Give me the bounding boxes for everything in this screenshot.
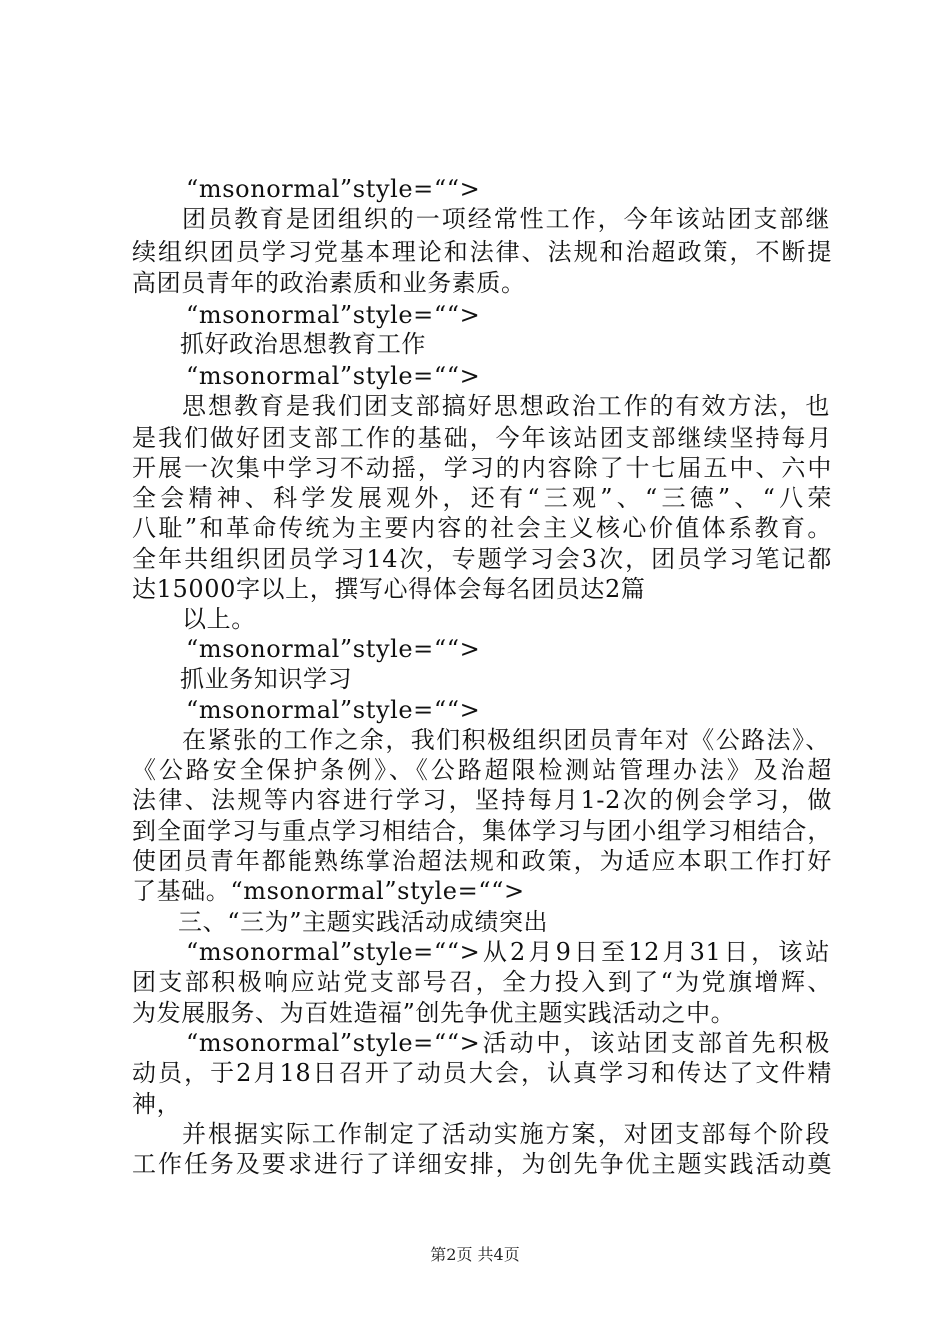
text-line: 全年共组织团员学习14次，专题学习会3次，团员学习笔记都 [132, 545, 832, 573]
text-line: 使团员青年都能熟练掌治超法规和政策，为适应本职工作打好 [132, 847, 832, 875]
text-line: 以上。 [182, 605, 256, 633]
text-line: 八耻”和革命传统为主要内容的社会主义核心价值体系教育。 [132, 514, 832, 542]
text-line: “msonormal”style=““>从2月9日至12月31日，该站 [186, 938, 830, 966]
text-line: 思想教育是我们团支部搞好思想政治工作的有效方法，也 [182, 392, 830, 420]
text-line: “msonormal”style=““> [186, 301, 481, 329]
text-line: 了基础。“msonormal”style=““> [132, 877, 525, 905]
text-line: 法律、法规等内容进行学习，坚持每月1-2次的例会学习，做 [132, 786, 832, 814]
text-line: 在紧张的工作之余，我们积极组织团员青年对《公路法》、 [182, 726, 830, 754]
text-line: 工作任务及要求进行了详细安排，为创先争优主题实践活动奠 [132, 1150, 832, 1178]
text-line: 为发展服务、为百姓造福”创先争优主题实践活动之中。 [132, 999, 736, 1027]
text-line: 团支部积极响应站党支部号召，全力投入到了“为党旗增辉、 [132, 968, 832, 996]
text-line: 《公路安全保护条例》、《公路超限检测站管理办法》及治超 [132, 756, 832, 784]
text-line: 高团员青年的政治素质和业务素质。 [132, 269, 526, 297]
text-line: 并根据实际工作制定了活动实施方案，对团支部每个阶段 [182, 1120, 830, 1148]
text-line: “msonormal”style=““> [186, 175, 481, 203]
text-line: 抓好政治思想教育工作 [180, 330, 426, 358]
text-line: 到全面学习与重点学习相结合，集体学习与团小组学习相结合， [132, 817, 832, 845]
text-line: 抓业务知识学习 [180, 665, 353, 693]
text-line: 全会精神、科学发展观外，还有“三观”、“三德”、“八荣 [132, 484, 832, 512]
text-line: “msonormal”style=““>活动中，该站团支部首先积极 [186, 1029, 830, 1057]
text-line: “msonormal”style=““> [186, 696, 481, 724]
text-line: 达15000字以上，撰写心得体会每名团员达2篇 [132, 575, 646, 603]
page-footer: 第2页 共4页 [430, 1245, 520, 1264]
text-line: “msonormal”style=““> [186, 635, 481, 663]
text-line: 续组织团员学习党基本理论和法律、法规和治超政策，不断提 [132, 238, 832, 266]
text-line: 团员教育是团组织的一项经常性工作，今年该站团支部继 [182, 205, 830, 233]
text-line: 神， [132, 1090, 182, 1118]
text-line: 三、“三为”主题实践活动成绩突出 [178, 908, 549, 936]
text-line: “msonormal”style=““> [186, 362, 481, 390]
text-line: 是我们做好团支部工作的基础，今年该站团支部继续坚持每月 [132, 424, 832, 452]
text-line: 开展一次集中学习不动摇，学习的内容除了十七届五中、六中 [132, 454, 832, 482]
text-line: 动员，于2月18日召开了动员大会，认真学习和传达了文件精 [132, 1059, 832, 1087]
